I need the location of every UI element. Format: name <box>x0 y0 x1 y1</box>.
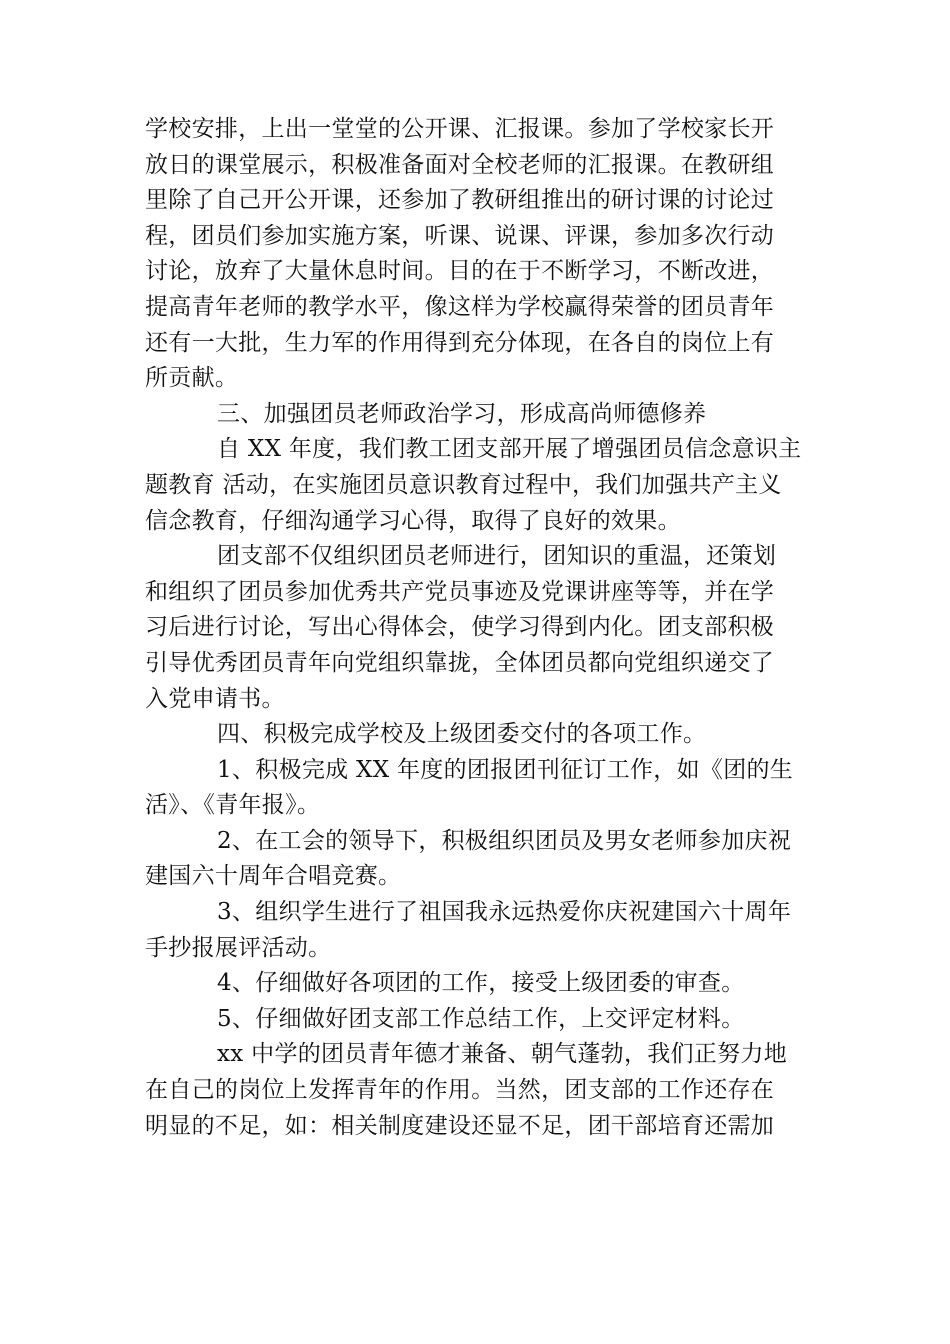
paragraph-line: 里除了自己开公开课，还参加了教研组推出的研讨课的讨论过 <box>145 187 775 214</box>
list-item-line: 5、仔细做好团支部工作总结工作，上交评定材料。 <box>217 1005 745 1032</box>
list-item-line: 3、组织学生进行了祖国我永远热爱你庆祝建国六十周年 <box>217 899 792 926</box>
paragraph-line: 明显的不足，如：相关制度建设还显不足，团干部培育还需加 <box>145 1112 775 1139</box>
paragraph-line: 和组织了团员参加优秀共产党员事迹及党课讲座等等，并在学 <box>145 578 775 605</box>
list-item-line: 手抄报展评活动。 <box>145 934 332 961</box>
paragraph-line: 团支部不仅组织团员老师进行，团知识的重温，还策划 <box>217 543 777 570</box>
paragraph-line: 还有一大批，生力军的作用得到充分体现，在各自的岗位上有 <box>145 329 775 356</box>
paragraph-line: 在自己的岗位上发挥青年的作用。当然，团支部的工作还存在 <box>145 1077 775 1104</box>
paragraph-line: 程，团员们参加实施方案，听课、说课、评课，参加多次行动 <box>145 222 775 249</box>
paragraph-line: 放日的课堂展示，积极准备面对全校老师的汇报课。在教研组 <box>145 151 775 178</box>
section-heading: 三、加强团员老师政治学习，形成高尚师德修养 <box>217 400 707 427</box>
paragraph-line: 自 XX 年度，我们教工团支部开展了增强团员信念意识主 <box>217 436 802 463</box>
list-item-line: 建国六十周年合唱竞赛。 <box>145 863 402 890</box>
paragraph-line: xx 中学的团员青年德才兼备、朝气蓬勃，我们正努力地 <box>217 1041 788 1068</box>
list-item-line: 4、仔细做好各项团的工作，接受上级团委的审查。 <box>217 970 745 997</box>
section-heading: 四、积极完成学校及上级团委交付的各项工作。 <box>217 721 707 748</box>
paragraph-line: 入党申请书。 <box>145 685 285 712</box>
paragraph-line: 学校安排，上出一堂堂的公开课、汇报课。参加了学校家长开 <box>145 116 775 142</box>
paragraph-line: 引导优秀团员青年向党组织靠拢，全体团员都向党组织递交了 <box>145 649 775 676</box>
document-body <box>145 112 805 1144</box>
paragraph-line: 提高青年老师的教学水平，像这样为学校赢得荣誉的团员青年 <box>145 293 775 320</box>
paragraph-line: 信念教育，仔细沟通学习心得，取得了良好的效果。 <box>145 507 681 534</box>
paragraph-line: 讨论，放弃了大量休息时间。目的在于不断学习，不断改进， <box>145 258 775 285</box>
paragraph-line: 习后进行讨论，写出心得体会，使学习得到内化。团支部积极 <box>145 614 775 641</box>
list-item-line: 1、积极完成 XX 年度的团报团刊征订工作，如《团的生 <box>217 756 794 783</box>
paragraph-line: 题教育 活动，在实施团员意识教育过程中，我们加强共产主义 <box>145 471 782 498</box>
paragraph-line: 所贡献。 <box>145 365 239 392</box>
list-item-line: 2、在工会的领导下，积极组织团员及男女老师参加庆祝 <box>217 827 792 854</box>
list-item-line: 活》、《青年报》。 <box>145 792 321 819</box>
